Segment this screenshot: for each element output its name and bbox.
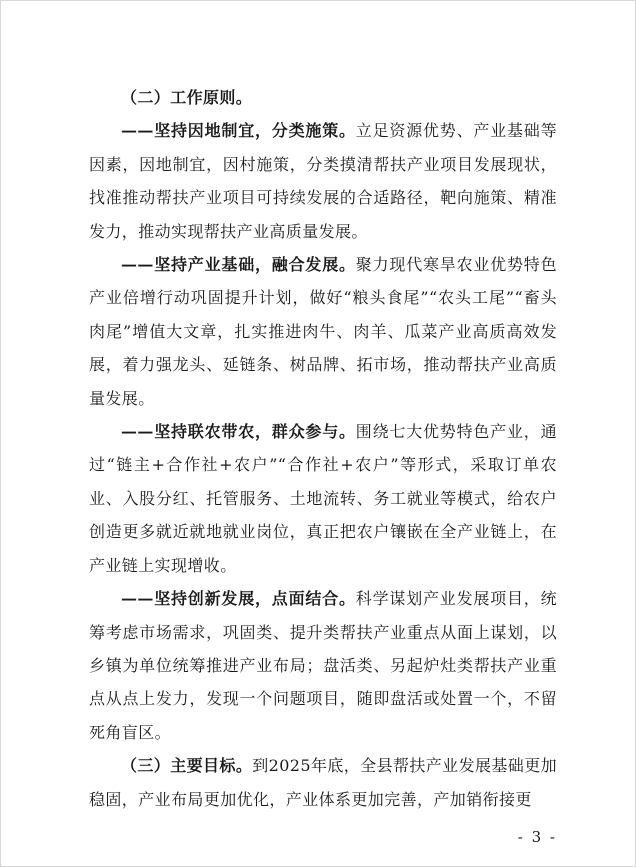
section-heading: （二）工作原则。 <box>121 88 253 107</box>
principle-paragraph-3 <box>89 415 557 582</box>
principle-lead: ——坚持因地制宜，分类施策。 <box>121 121 356 141</box>
principle-text: 围绕七大优势特色产业，通过“链主+合作社+农户”“合作社+农户”等形式，采取订单农业、入股分红、托管服务、土地流转、务工就业等模式，给农户创造更多就近就地就业岗位，真正把农户镶嵌在全产业链上，在产业链上实现增收。 <box>89 422 557 575</box>
document-body <box>89 81 557 816</box>
principle-paragraph-2 <box>89 248 557 415</box>
goals-text: 到2025年底，全县帮扶产业发展基础更加稳固，产业布局更加优化，产业体系更加完善，产加销衔接更 <box>89 756 557 809</box>
principle-paragraph-1 <box>89 114 557 248</box>
page-number: - 3 - <box>517 828 557 846</box>
principle-text: 聚力现代寒旱农业优势特色产业倍增行动巩固提升计划，做好“粮头食尾”“农头工尾”“畜头肉尾”增值大文章，扎实推进肉牛、肉羊、瓜菜产业高质高效发展，着力强龙头、延链条、树品牌、拓市场，推动帮扶产业高质量发展。 <box>89 255 557 408</box>
goals-lead: （三）主要目标。 <box>121 756 253 776</box>
principle-lead: ——坚持创新发展，点面结合。 <box>121 589 356 609</box>
principle-text: 科学谋划产业发展项目，统筹考虑市场需求，巩固类、提升类帮扶产业重点从面上谋划，以乡镇为单位统筹推进产业布局；盘活类、另起炉灶类帮扶产业重点从点上发力，发现一个问题项目，随即盘活或处置一个，不留死角盲区。 <box>89 589 557 742</box>
goals-paragraph <box>89 749 557 816</box>
principle-text: 立足资源优势、产业基础等因素，因地制宜，因村施策，分类摸清帮扶产业项目发展现状，找准推动帮扶产业项目可持续发展的合适路径，靶向施策、精准发力，推动实现帮扶产业高质量发展。 <box>89 121 557 241</box>
principle-lead: ——坚持联农带农，群众参与。 <box>121 422 356 442</box>
principle-paragraph-4 <box>89 582 557 749</box>
principle-lead: ——坚持产业基础，融合发展。 <box>121 255 356 275</box>
